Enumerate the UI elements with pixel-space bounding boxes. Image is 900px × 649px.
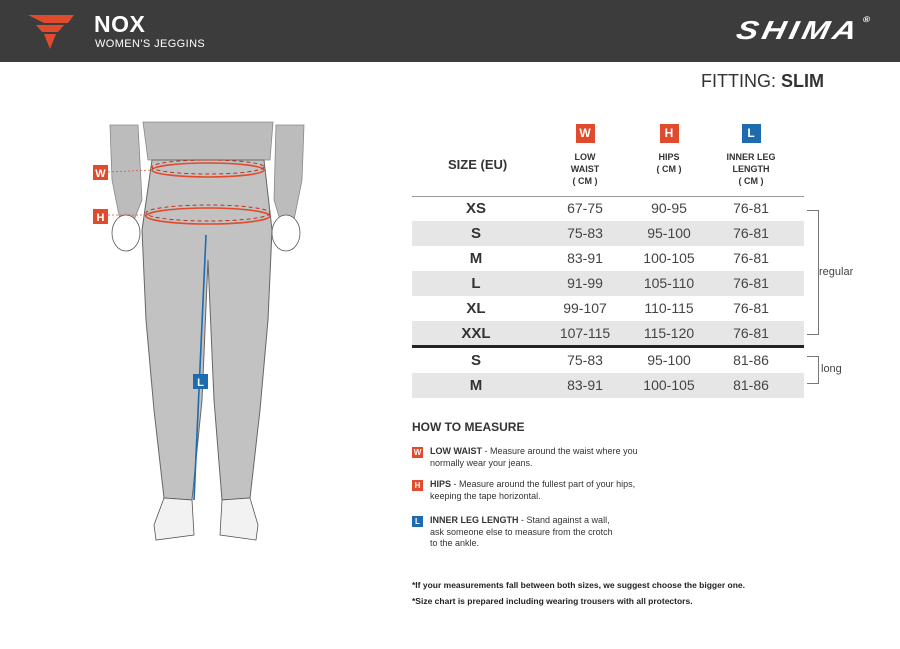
hips-text-line: keeping the tape horizontal. bbox=[430, 490, 541, 501]
size-cell: M bbox=[469, 250, 483, 267]
table-row bbox=[412, 348, 804, 373]
size-cell: L bbox=[471, 275, 481, 292]
waist-cell: 75-83 bbox=[567, 225, 603, 241]
leg-cell: 76-81 bbox=[733, 300, 769, 316]
waist-term: LOW WAIST bbox=[430, 446, 482, 456]
leg-cell: 76-81 bbox=[733, 200, 769, 216]
table-row bbox=[412, 373, 804, 398]
waist-cell: 83-91 bbox=[567, 250, 603, 266]
table-row bbox=[412, 296, 804, 321]
waist-cell: 67-75 bbox=[567, 200, 603, 216]
size-cell: S bbox=[470, 225, 481, 242]
fitting-prefix: FITTING: bbox=[701, 71, 776, 91]
leg-text-line: to the ankle. bbox=[430, 538, 480, 548]
hips-cell: 100-105 bbox=[643, 377, 695, 393]
header-bar bbox=[0, 0, 900, 62]
table-row bbox=[412, 271, 804, 296]
leg-cell: 76-81 bbox=[733, 225, 769, 241]
hips-text-line: - Measure around the fullest part of your hips, bbox=[451, 479, 636, 489]
size-cell: XL bbox=[466, 300, 486, 317]
leg-instruction-text bbox=[430, 515, 672, 550]
brand-registered-mark: ® bbox=[861, 15, 872, 24]
hips-cell: 95-100 bbox=[647, 352, 691, 368]
leg-label-line: LENGTH bbox=[732, 164, 770, 174]
measure-instruction-hips bbox=[412, 479, 672, 502]
how-to-measure-title: HOW TO MEASURE bbox=[412, 420, 525, 434]
table-row bbox=[412, 221, 804, 246]
hips-cell: 95-100 bbox=[647, 225, 691, 241]
leg-text-line: ask someone else to measure from the crotch bbox=[430, 526, 613, 537]
measure-instruction-waist bbox=[412, 446, 672, 469]
leg-cell: 76-81 bbox=[733, 275, 769, 291]
waist-cell: 83-91 bbox=[567, 377, 603, 393]
regular-bracket bbox=[807, 210, 819, 335]
waist-cell: 75-83 bbox=[567, 352, 603, 368]
leg-label-line: INNER LEG bbox=[726, 152, 776, 162]
leg-column-label bbox=[711, 151, 791, 187]
footnote-protectors: *Size chart is prepared including wearing trousers with all protectors. bbox=[412, 596, 693, 606]
long-bracket bbox=[807, 356, 819, 384]
waist-text-line: - Measure around the waist where you bbox=[482, 446, 638, 456]
hips-term: HIPS bbox=[430, 479, 452, 489]
measurement-figure bbox=[88, 120, 328, 550]
hips-cell: 110-115 bbox=[644, 300, 694, 316]
size-cell: M bbox=[469, 377, 483, 394]
waist-badge: W bbox=[413, 448, 422, 457]
hips-column-header bbox=[629, 124, 709, 175]
waist-label-line: ( CM ) bbox=[572, 176, 598, 186]
hips-cell: 105-110 bbox=[643, 275, 695, 291]
hips-label-line: ( CM ) bbox=[656, 164, 682, 174]
footnote-bigger-size: *If your measurements fall between both sizes, we suggest choose the bigger one. bbox=[412, 580, 745, 590]
hips-cell: 115-120 bbox=[643, 325, 695, 341]
waist-badge: W bbox=[576, 124, 595, 143]
waist-instruction-text bbox=[430, 446, 672, 469]
hips-cell: 100-105 bbox=[643, 250, 695, 266]
measure-instruction-leg bbox=[412, 515, 672, 550]
shima-logo-icon bbox=[28, 13, 74, 51]
waist-cell: 99-107 bbox=[563, 300, 607, 316]
hips-badge: H bbox=[660, 124, 679, 143]
hips-label-line: HIPS bbox=[658, 152, 680, 162]
leg-text-line: - Stand against a wall, bbox=[518, 515, 610, 525]
size-column-header: SIZE (EU) bbox=[448, 157, 508, 172]
waist-label-line: WAIST bbox=[570, 164, 600, 174]
regular-group-label: regular bbox=[819, 266, 854, 278]
leg-label-line: ( CM ) bbox=[738, 176, 764, 186]
size-cell: XXL bbox=[461, 325, 491, 342]
leg-term: INNER LEG LENGTH bbox=[430, 515, 519, 525]
leg-badge: L bbox=[412, 516, 423, 527]
product-name: NOX bbox=[94, 11, 146, 37]
leg-column-header bbox=[711, 124, 791, 187]
table-row bbox=[412, 321, 804, 346]
size-cell: S bbox=[470, 352, 481, 369]
hips-cell: 90-95 bbox=[651, 200, 687, 216]
fitting-label bbox=[701, 71, 824, 92]
hips-instruction-text bbox=[430, 479, 672, 502]
leg-cell: 81-86 bbox=[733, 352, 769, 368]
waist-text-line: normally wear your jeans. bbox=[430, 457, 533, 468]
hips-marker-letter: H bbox=[96, 212, 105, 224]
leg-cell: 81-86 bbox=[733, 377, 769, 393]
waist-column-header bbox=[545, 124, 625, 187]
leg-marker-letter: L bbox=[197, 377, 204, 389]
table-row bbox=[412, 246, 804, 271]
size-cell: XS bbox=[465, 200, 486, 217]
waist-cell: 91-99 bbox=[567, 275, 603, 291]
brand-logo bbox=[734, 15, 871, 46]
table-row bbox=[412, 196, 804, 221]
leg-cell: 76-81 bbox=[733, 250, 769, 266]
leg-cell: 76-81 bbox=[733, 325, 769, 341]
brand-name: SHIMA bbox=[734, 15, 864, 45]
waist-column-label bbox=[545, 151, 625, 187]
hips-column-label bbox=[629, 151, 709, 175]
leg-badge: L bbox=[742, 124, 761, 143]
fitting-value: SLIM bbox=[781, 71, 825, 91]
long-group-label: long bbox=[821, 363, 842, 375]
waist-marker-letter: W bbox=[95, 168, 106, 180]
product-subtitle: WOMEN'S JEGGINS bbox=[95, 38, 206, 50]
waist-label-line: LOW bbox=[574, 152, 596, 162]
hips-badge: H bbox=[412, 480, 423, 491]
waist-cell: 107-115 bbox=[559, 325, 611, 341]
